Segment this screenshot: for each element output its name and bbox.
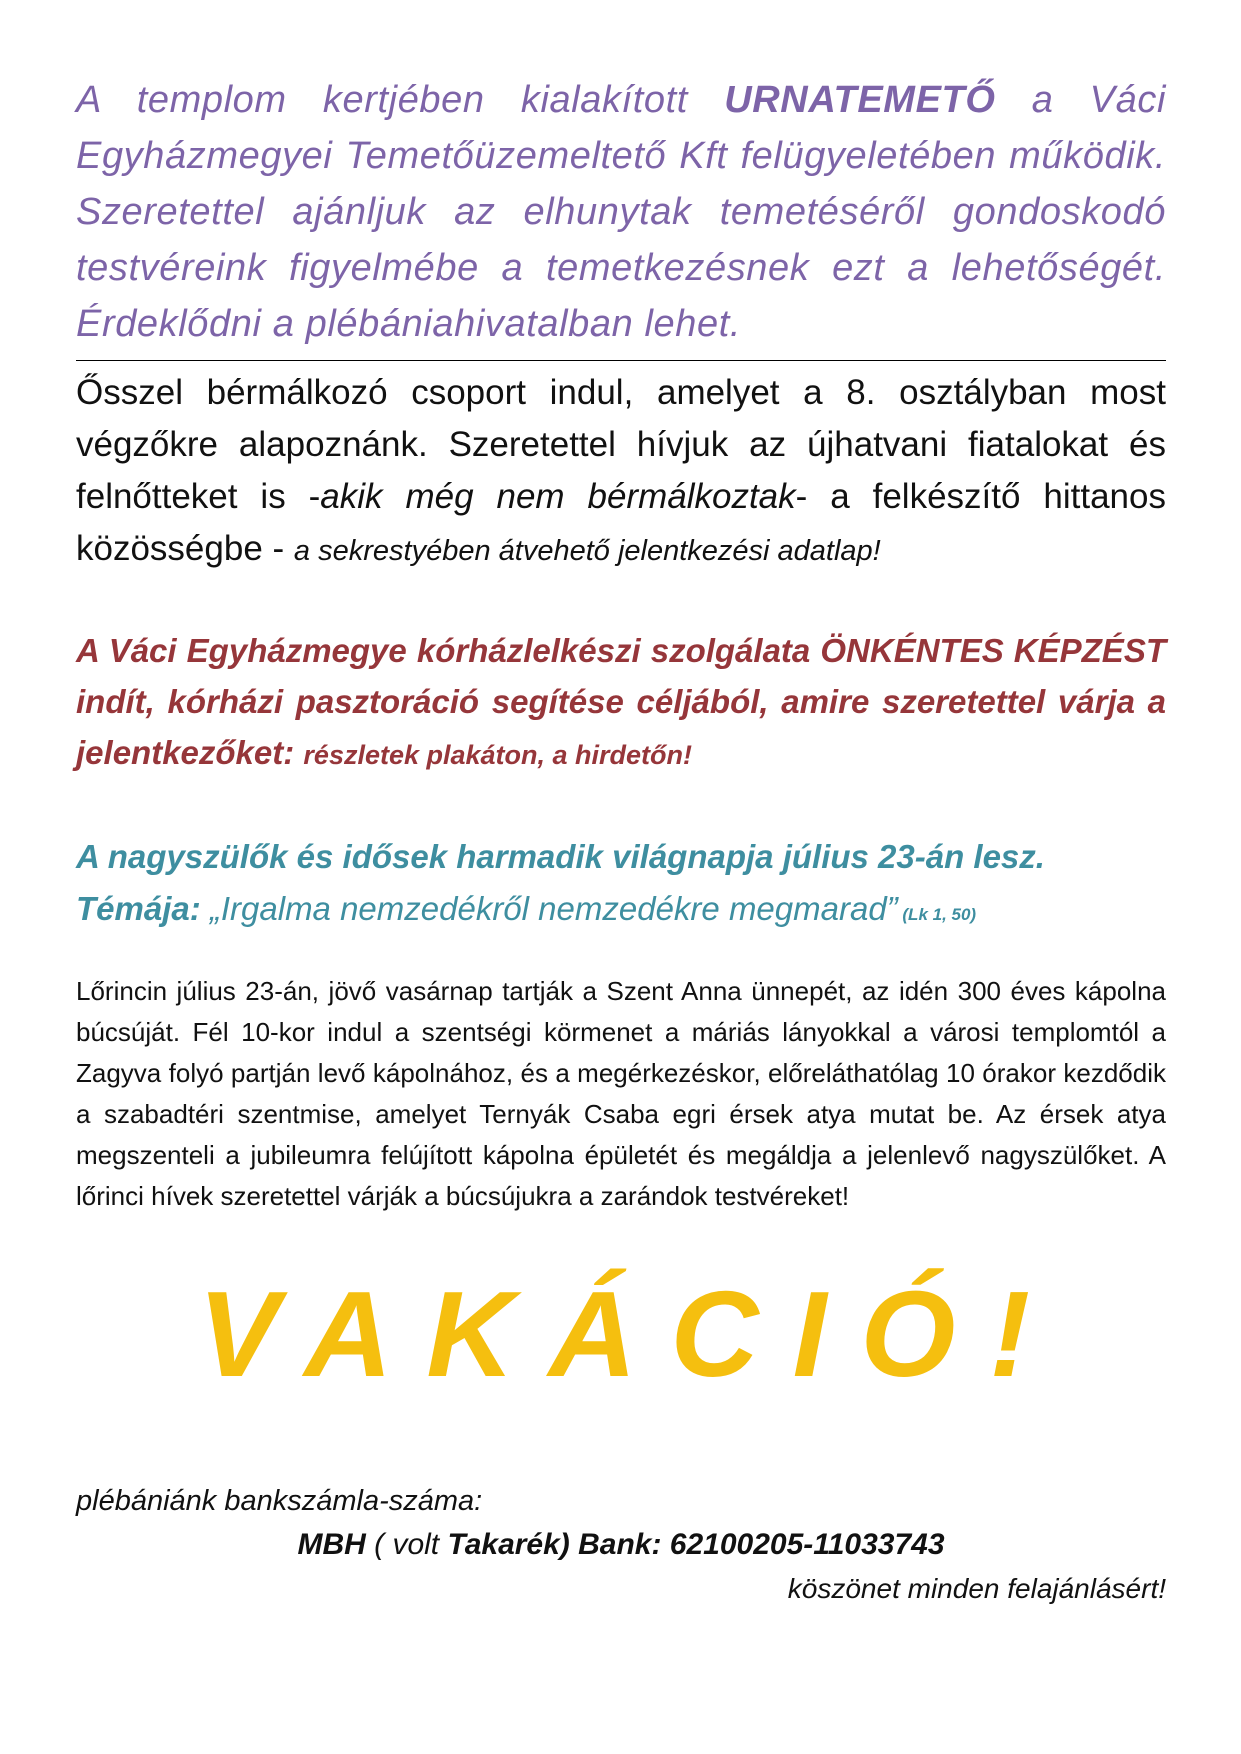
urnatemeto-text-start: A templom kertjében kialakított (76, 79, 725, 121)
bulletin-page (76, 72, 1166, 1611)
bermalas-text-mid: - a felkészítő hittanos közösségbe - (76, 477, 1166, 568)
bank-former-note: ( volt (365, 1528, 448, 1561)
nagyszulok-theme-line (76, 883, 1166, 941)
bermalas-form-note: a sekrestyében átvehető jelentkezési adatlap! (293, 535, 881, 567)
bermalas-text-start: Ősszel bérmálkozó csoport indul, amelyet a 8. osztályban most végzőkre alapoznánk. Szeretettel hívjuk az újhatvani fiatalokat és felnőtteket is - (76, 373, 1166, 516)
bank-name-mbh: MBH (297, 1528, 366, 1561)
vakacio-banner: VAKÁCIÓ! (197, 1266, 1065, 1402)
bank-account-line (76, 1523, 1166, 1567)
urnatemeto-text-end: a Váci Egyházmegyei Temetőüzemeltető Kft felügyeletében működik. Szeretettel ajánljuk az elhunytak temetéséről gondoskodó testvéreink figyelmébe a temetkezésnek ezt a lehetőségét. Érdeklődni a plébániahivatalban lehet. (76, 79, 1166, 345)
korhaz-main-text: A Váci Egyházmegye kórházlelkészi szolgálata ÖNKÉNTES KÉPZÉST indít, kórházi pasztoráció segítése céljából, amire szeretettel várja a jelentkezőket: (76, 632, 1166, 771)
nagyszulok-theme-label: Témája: (76, 890, 201, 927)
bermalas-notice (76, 367, 1166, 577)
section-divider (76, 360, 1166, 361)
thanks-note: köszönet minden felajánlásért! (787, 1573, 1166, 1604)
lorinci-bucsu-notice: Lőrincin július 23-án, jövő vasárnap tartják a Szent Anna ünnepét, az idén 300 éves kápolna búcsúját. Fél 10-kor indul a szentségi körmenet a máriás lányokkal a városi templomtól a Zagyva folyó partján levő kápolnához, és a megérkezéskor, előreláthatólag 10 órakor kezdődik a szabadtéri szentmise, amelyet Ternyák Csaba egri érsek atya mutat be. Az érsek atya megszenteli a jubileumra felújított kápolna épületét és megáldja a jelenlevő nagyszülőket. A lőrinci hívek szeretettel várják a búcsújukra a zarándok testvéreket! (76, 976, 1166, 1211)
nagyszulok-headline: A nagyszülők és idősek harmadik világnapja július 23-án lesz. (76, 838, 1045, 875)
korhaz-poster-note: részletek plakáton, a hirdetőn! (303, 740, 693, 770)
nagyszulok-bible-reference: (Lk 1, 50) (897, 905, 977, 924)
bank-account-number: Takarék) Bank: 62100205-11033743 (447, 1528, 945, 1561)
bermalas-italic: akik még nem bérmálkoztak (320, 477, 796, 516)
urnatemeto-notice (76, 72, 1166, 352)
korhaz-notice (76, 625, 1166, 781)
urnatemeto-highlight: URNATEMETŐ (724, 79, 996, 121)
nagyszulok-notice (76, 831, 1166, 941)
nagyszulok-theme-quote: „Irgalma nemzedékről nemzedékre megmarad” (200, 890, 898, 927)
bank-account-label: plébániánk bankszámla-száma: (76, 1485, 483, 1517)
